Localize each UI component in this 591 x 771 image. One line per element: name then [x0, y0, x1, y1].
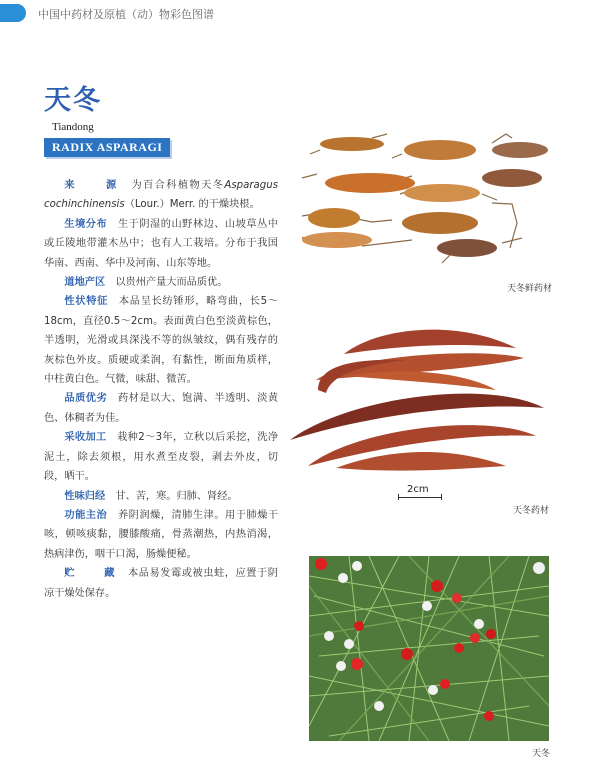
dried-roots-caption: 天冬药材: [513, 506, 550, 516]
dried-roots-photo: [286, 318, 556, 488]
fresh-root: [320, 137, 384, 151]
fresh-roots-caption: 天冬鲜药材: [507, 284, 553, 294]
process-text: 栽种2～3年，立秋以后采挖，洗净泥土，除去须根，用水煮至皮裂，剥去外皮，切段，晒干。: [44, 432, 279, 483]
quality-paragraph: [44, 389, 278, 428]
storage-label: 贮 藏: [64, 568, 125, 580]
entry-pinyin: Tiandong: [52, 121, 94, 133]
entry-title: 天冬: [44, 85, 102, 116]
fresh-root: [492, 142, 548, 158]
traits-paragraph: [44, 292, 278, 389]
source-text-tail: （Lour.）Merr. 的干燥块根。: [124, 199, 260, 211]
function-paragraph: [44, 506, 278, 564]
header-tab-marker: [0, 4, 26, 22]
fresh-root: [404, 184, 480, 202]
plant-caption: 天冬: [532, 749, 551, 759]
nature-paragraph: [44, 487, 278, 506]
origin-text: 以贵州产量大而品质优。: [115, 277, 228, 289]
dried-root: [344, 330, 516, 354]
latin-name-badge: [44, 138, 170, 157]
fresh-root: [302, 232, 372, 248]
fresh-root: [402, 212, 478, 234]
function-label: 功能主治: [64, 509, 108, 521]
dried-root: [336, 452, 506, 471]
source-text: 为百合科植物天冬: [131, 180, 225, 191]
storage-text: 本品易发霉或被虫蛀，应置于阴凉干燥处保存。: [44, 568, 278, 599]
fresh-roots-photo: [292, 128, 562, 278]
origin-paragraph: [44, 273, 278, 292]
habitat-paragraph: [44, 215, 278, 273]
habitat-text: 生于阴湿的山野林边、山坡草丛中或丘陵地带灌木丛中；也有人工栽培。分布于我国华南、西南、华中及河南、山东等地。: [44, 218, 279, 269]
origin-label: 道地产区: [64, 277, 106, 289]
function-text: 养阴润燥，清肺生津。用于肺燥干咳，顿咳痰黏，腰膝酸痛，骨蒸潮热，内热消渴，热病津伤，咽干口渴，肠燥便秘。: [44, 509, 279, 560]
fresh-root: [437, 239, 497, 257]
traits-text: 本品呈长纺锤形，略弯曲，长5～18cm，直径0.5～2cm。表面黄白色至淡黄棕色，半透明，光滑或具深浅不等的纵皱纹，偶有残存的灰棕色外皮。质硬或柔润，有黏性，断面角质样，中柱黄白色。气微，味甜、微苦。: [44, 296, 279, 386]
dried-root: [346, 371, 496, 390]
storage-paragraph: [44, 564, 278, 603]
source-paragraph: [44, 176, 278, 215]
process-label: 采收加工: [64, 432, 107, 444]
latin-name: RADIX ASPARAGI: [52, 140, 163, 154]
traits-label: 性状特征: [64, 296, 108, 308]
fresh-root: [308, 208, 360, 228]
nature-label: 性味归经: [64, 490, 106, 502]
monograph-text: [44, 176, 278, 603]
plant-photo: [309, 556, 549, 741]
running-header: 中国中药材及原植（动）物彩色图谱: [38, 8, 214, 21]
process-paragraph: [44, 428, 278, 486]
quality-label: 品质优劣: [64, 393, 108, 405]
scale-label: 2cm: [407, 484, 429, 495]
source-label: 来 源: [64, 180, 127, 191]
nature-text: 甘、苦，寒。归肺、肾经。: [115, 490, 238, 502]
quality-text: 药材是以大、饱满、半透明、淡黄色、体稠者为佳。: [44, 393, 279, 424]
fresh-root: [404, 140, 476, 160]
habitat-label: 生境分布: [64, 218, 108, 230]
fresh-root: [325, 173, 415, 193]
fresh-root: [482, 169, 542, 187]
source-species: Asparagus cochinchinensis: [44, 180, 279, 211]
